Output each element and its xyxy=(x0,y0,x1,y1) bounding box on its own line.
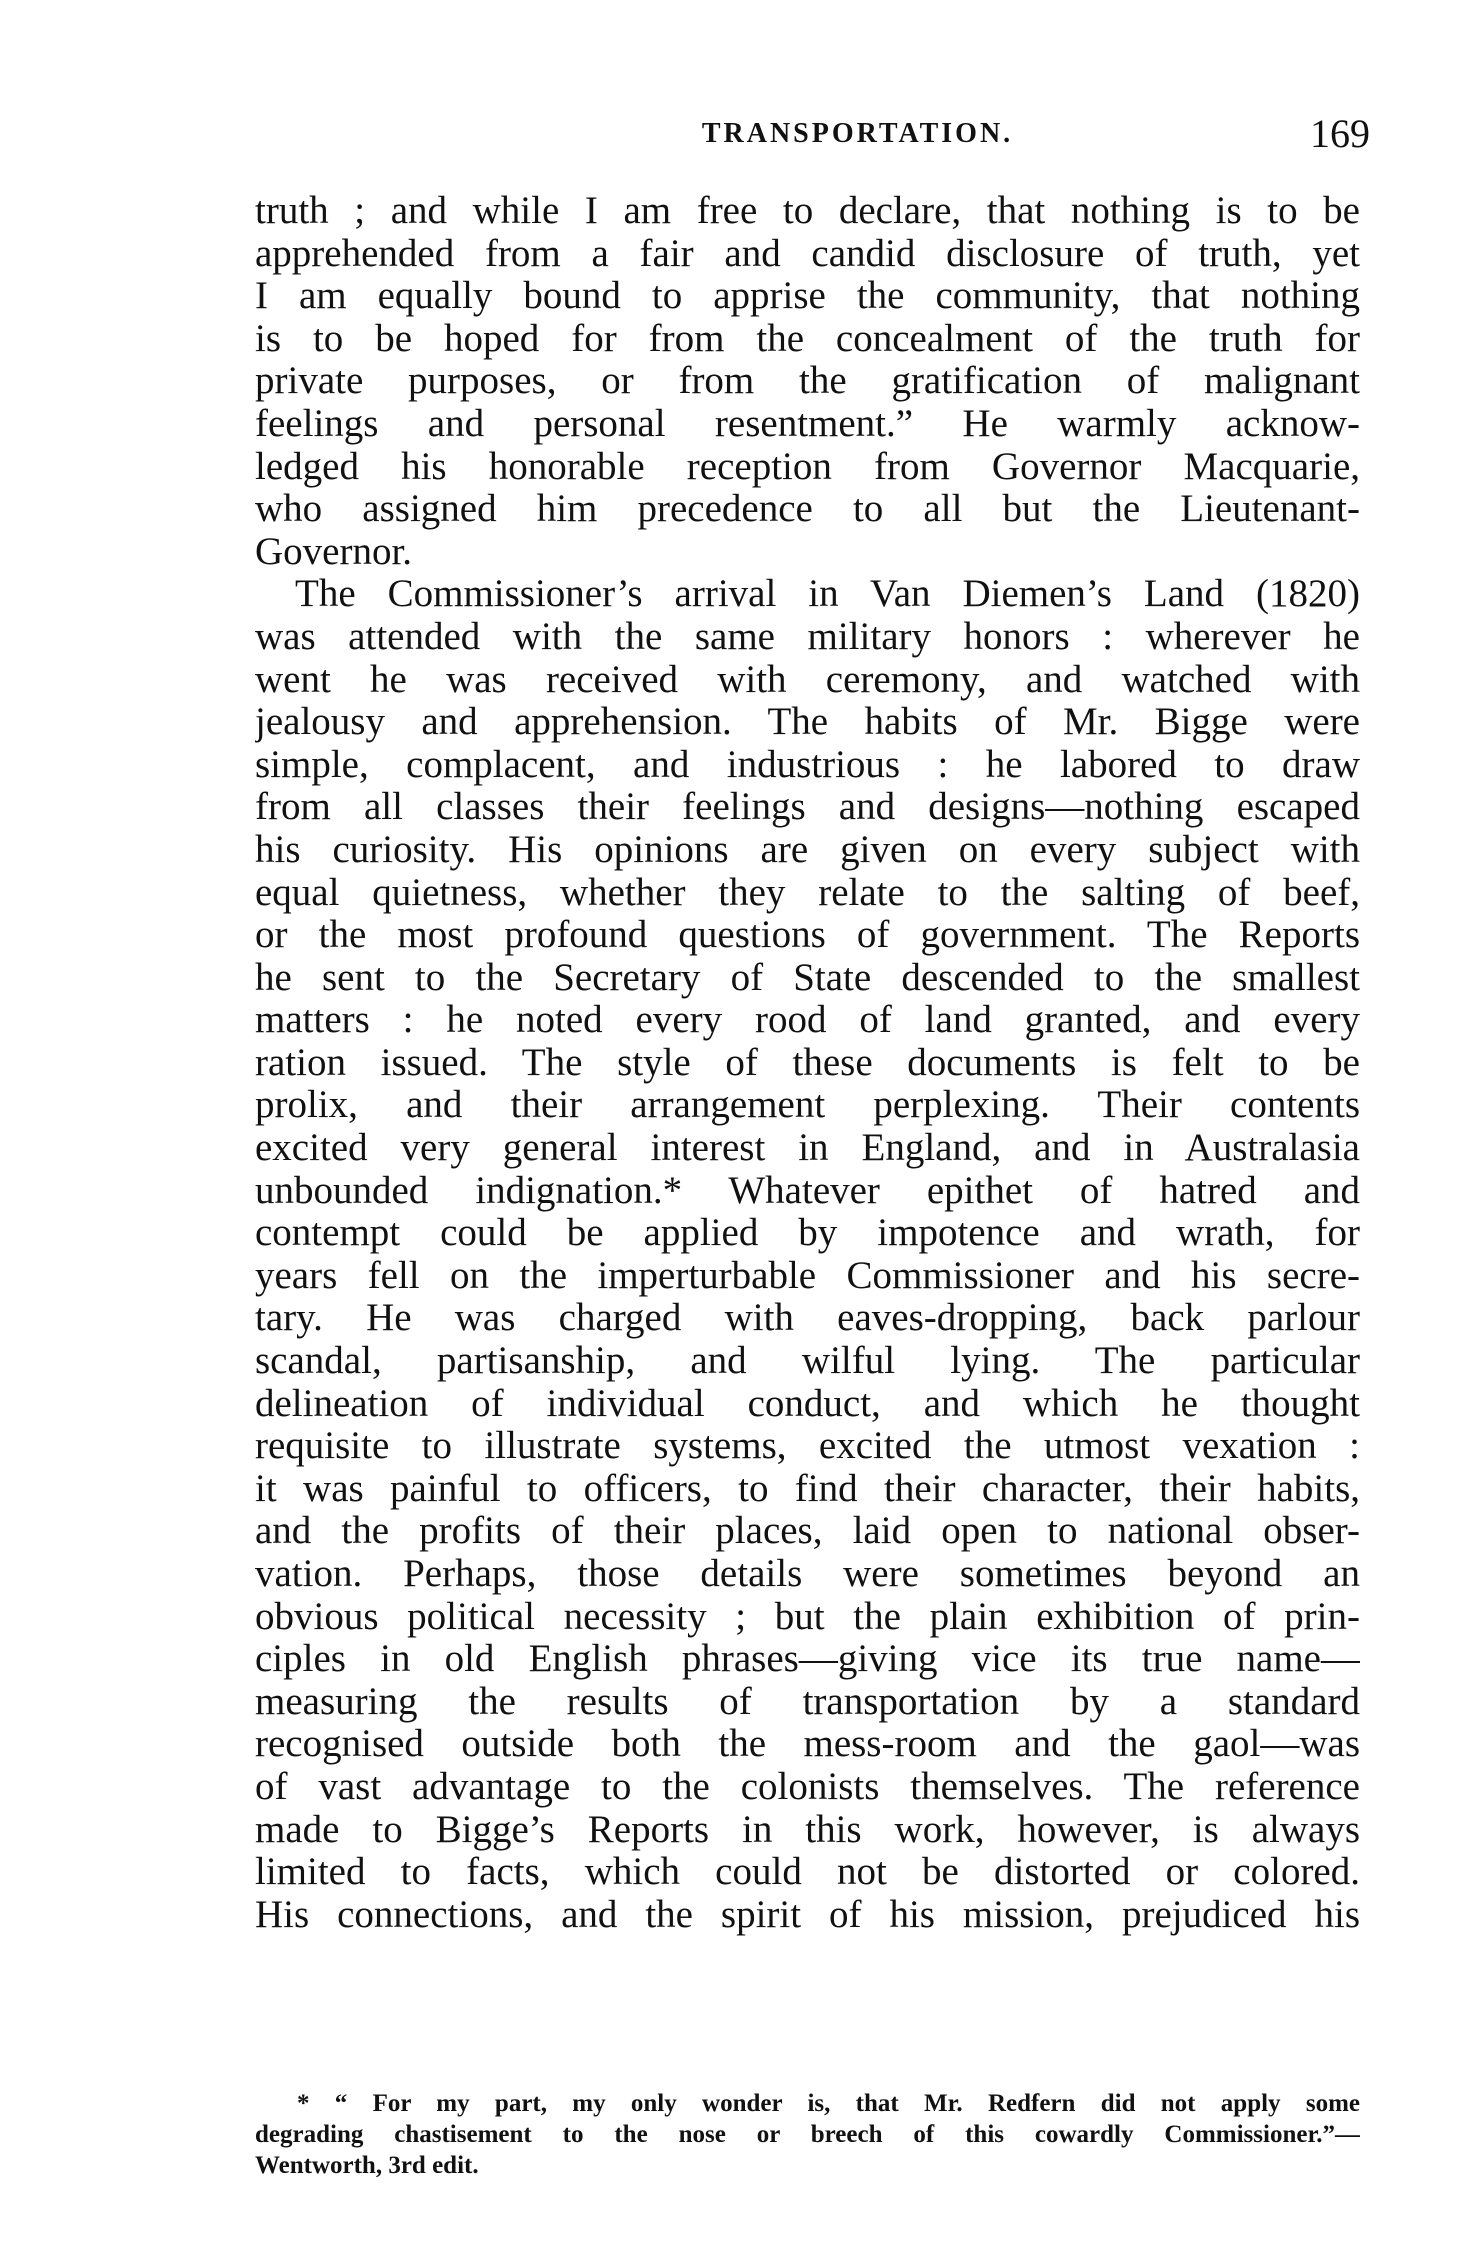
page-number: 169 xyxy=(1310,111,1370,156)
text-line: recognised outside both the mess-room and the gaol—was xyxy=(255,1723,1360,1766)
footnote-line: degrading chastisement to the nose or breech of this cowardly Commissioner.”— xyxy=(255,2121,1360,2148)
text-line: excited very general interest in England, and in Australasia xyxy=(255,1127,1360,1170)
text-line: who assigned him precedence to all but the Lieutenant- xyxy=(255,488,1360,531)
text-line: Governor. xyxy=(255,530,413,573)
text-line: His connections, and the spirit of his mission, prejudiced his xyxy=(255,1893,1360,1936)
text-line: scandal, partisanship, and wilful lying. The particular xyxy=(255,1340,1360,1383)
text-line: prolix, and their arrangement perplexing. Their contents xyxy=(255,1084,1360,1127)
text-line: and the profits of their places, laid open to national obser- xyxy=(255,1510,1360,1553)
text-line: obvious political necessity ; but the plain exhibition of prin- xyxy=(255,1595,1360,1638)
text-line: went he was received with ceremony, and watched with xyxy=(255,658,1360,701)
running-title: TRANSPORTATION. xyxy=(701,118,1014,149)
text-line: matters : he noted every rood of land granted, and every xyxy=(255,999,1360,1042)
body-text xyxy=(255,190,1360,1936)
text-line: vation. Perhaps, those details were sometimes beyond an xyxy=(255,1553,1360,1595)
text-line: I am equally bound to apprise the community, that nothing xyxy=(255,275,1360,318)
text-line: delineation of individual conduct, and which he thought xyxy=(255,1382,1360,1425)
footnote xyxy=(255,2088,1360,2181)
text-line: equal quietness, whether they relate to the salting of beef, xyxy=(255,871,1360,914)
paragraph-start-line: The Commissioner’s arrival in Van Diemen’s Land (1820) xyxy=(295,573,1360,616)
text-line: ration issued. The style of these documents is felt to be xyxy=(255,1041,1360,1084)
text-line: made to Bigge’s Reports in this work, however, is always xyxy=(255,1808,1360,1851)
text-line: was attended with the same military honors : wherever he xyxy=(255,615,1360,658)
text-line: jealousy and apprehension. The habits of Mr. Bigge were xyxy=(255,701,1360,744)
text-line: ledged his honorable reception from Governor Macquarie, xyxy=(255,445,1360,488)
text-line: from all classes their feelings and designs—nothing escaped xyxy=(255,786,1360,829)
text-line: years fell on the imperturbable Commissioner and his secre- xyxy=(255,1254,1360,1297)
footnote-line: Wentworth, 3rd edit. xyxy=(255,2152,479,2179)
text-line: feelings and personal resentment.” He warmly acknow- xyxy=(255,402,1360,445)
text-line: simple, complacent, and industrious : he labored to draw xyxy=(255,743,1360,786)
text-line: private purposes, or from the gratification of malignant xyxy=(255,360,1360,403)
text-line: measuring the results of transportation by a standard xyxy=(255,1680,1360,1723)
running-head xyxy=(255,110,1370,160)
text-line: it was painful to officers, to find their character, their habits, xyxy=(255,1467,1360,1510)
text-line: his curiosity. His opinions are given on every subject with xyxy=(255,828,1360,871)
footnote-line: * “ For my part, my only wonder is, that Mr. Redfern did not apply some xyxy=(297,2090,1360,2117)
text-line: is to be hoped for from the concealment of the truth for xyxy=(255,317,1360,360)
text-line: limited to facts, which could not be distorted or colored. xyxy=(255,1851,1360,1894)
text-line: he sent to the Secretary of State descended to the smallest xyxy=(255,956,1360,999)
text-line: of vast advantage to the colonists themselves. The reference xyxy=(255,1765,1360,1808)
text-line: truth ; and while I am free to declare, that nothing is to be xyxy=(255,190,1360,232)
text-line: or the most profound questions of government. The Reports xyxy=(255,914,1360,957)
text-line: apprehended from a fair and candid disclosure of truth, yet xyxy=(255,232,1360,275)
text-line: unbounded indignation.* Whatever epithet of hatred and xyxy=(255,1169,1360,1212)
text-line: contempt could be applied by impotence and wrath, for xyxy=(255,1212,1360,1255)
text-line: requisite to illustrate systems, excited the utmost vexation : xyxy=(255,1425,1360,1468)
text-line: tary. He was charged with eaves-dropping, back parlour xyxy=(255,1297,1360,1340)
text-line: ciples in old English phrases—giving vice its true name— xyxy=(255,1638,1360,1681)
